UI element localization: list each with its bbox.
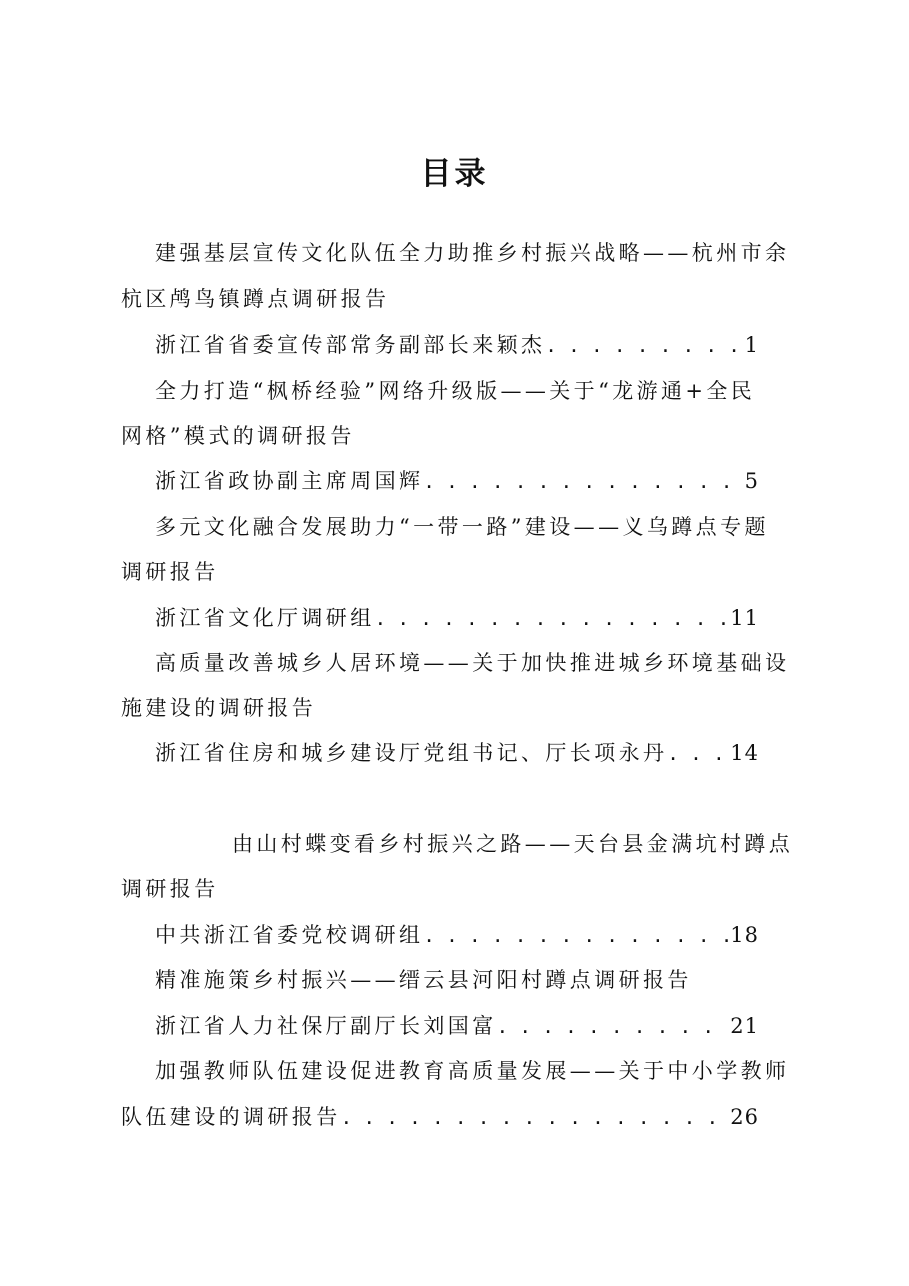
toc-entry-title-line: 多元文化融合发展助力“一带一路”建设——义乌蹲点专题 xyxy=(155,515,769,539)
dot-leader xyxy=(423,467,742,497)
page-title: 目录 xyxy=(420,156,489,192)
toc-entry-title-line: 全力打造“枫桥经验”网络升级版——关于“龙游通+全民 xyxy=(155,379,756,403)
toc-entry-title-line: 杭区鸬鸟镇蹲点调研报告 xyxy=(121,287,390,311)
toc-entry-author-line[interactable] xyxy=(155,466,759,497)
toc-entry-author: 中共浙江省委党校调研组 xyxy=(155,923,424,947)
toc-entry-author: 浙江省政协副主席周国辉 xyxy=(155,469,424,493)
toc-entry-author-line[interactable] xyxy=(155,603,759,634)
toc-entry-author-line[interactable] xyxy=(121,1102,759,1133)
toc-page-number: 1 xyxy=(744,333,759,357)
dot-leader xyxy=(497,1012,729,1042)
toc-entry-author-line[interactable] xyxy=(155,1011,759,1042)
toc-entry-title-line: 网格”模式的调研报告 xyxy=(121,424,355,448)
toc-entry-title-line: 由山村蝶变看乡村振兴之路——天台县金满坑村蹲点 xyxy=(232,832,794,856)
toc-entry-author: 浙江省文化厅调研组 xyxy=(155,606,375,630)
toc-page-number: 18 xyxy=(730,923,759,947)
toc-entry-author-line[interactable] xyxy=(155,330,759,361)
toc-page-number: 11 xyxy=(730,606,759,630)
toc-page-number: 26 xyxy=(730,1105,759,1129)
dot-leader xyxy=(545,331,742,361)
dot-leader xyxy=(667,739,728,769)
toc-entry-title-line: 调研报告 xyxy=(121,560,219,584)
toc-page-number: 14 xyxy=(730,741,759,765)
toc-entry-author-line[interactable] xyxy=(155,738,759,769)
dot-leader xyxy=(341,1103,729,1133)
toc-entry-title-line: 精准施策乡村振兴——缙云县河阳村蹲点调研报告 xyxy=(155,968,692,992)
toc-entry-author: 浙江省人力社保厅副厅长刘国富 xyxy=(155,1014,497,1038)
toc-entry-title-line: 高质量改善城乡人居环境——关于加快推进城乡环境基础设 xyxy=(155,651,790,675)
toc-entry-title-line: 施建设的调研报告 xyxy=(121,696,317,720)
dot-leader xyxy=(375,604,729,634)
toc-entry-author-line[interactable] xyxy=(155,920,759,951)
toc-entry-author: 浙江省住房和城乡建设厅党组书记、厅长项永丹 xyxy=(155,741,668,765)
toc-entry-title-line: 建强基层宣传文化队伍全力助推乡村振兴战略——杭州市余 xyxy=(155,241,790,265)
toc-entry-title-line: 调研报告 xyxy=(121,877,219,901)
dot-leader xyxy=(423,921,728,951)
toc-entry-title-line: 加强教师队伍建设促进教育高质量发展——关于中小学教师 xyxy=(155,1059,790,1083)
toc-page-number: 5 xyxy=(744,469,759,493)
toc-entry-author: 浙江省省委宣传部常务副部长来颖杰 xyxy=(155,333,546,357)
toc-page-number: 21 xyxy=(730,1014,759,1038)
toc-entry-title-line: 队伍建设的调研报告 xyxy=(121,1105,341,1129)
